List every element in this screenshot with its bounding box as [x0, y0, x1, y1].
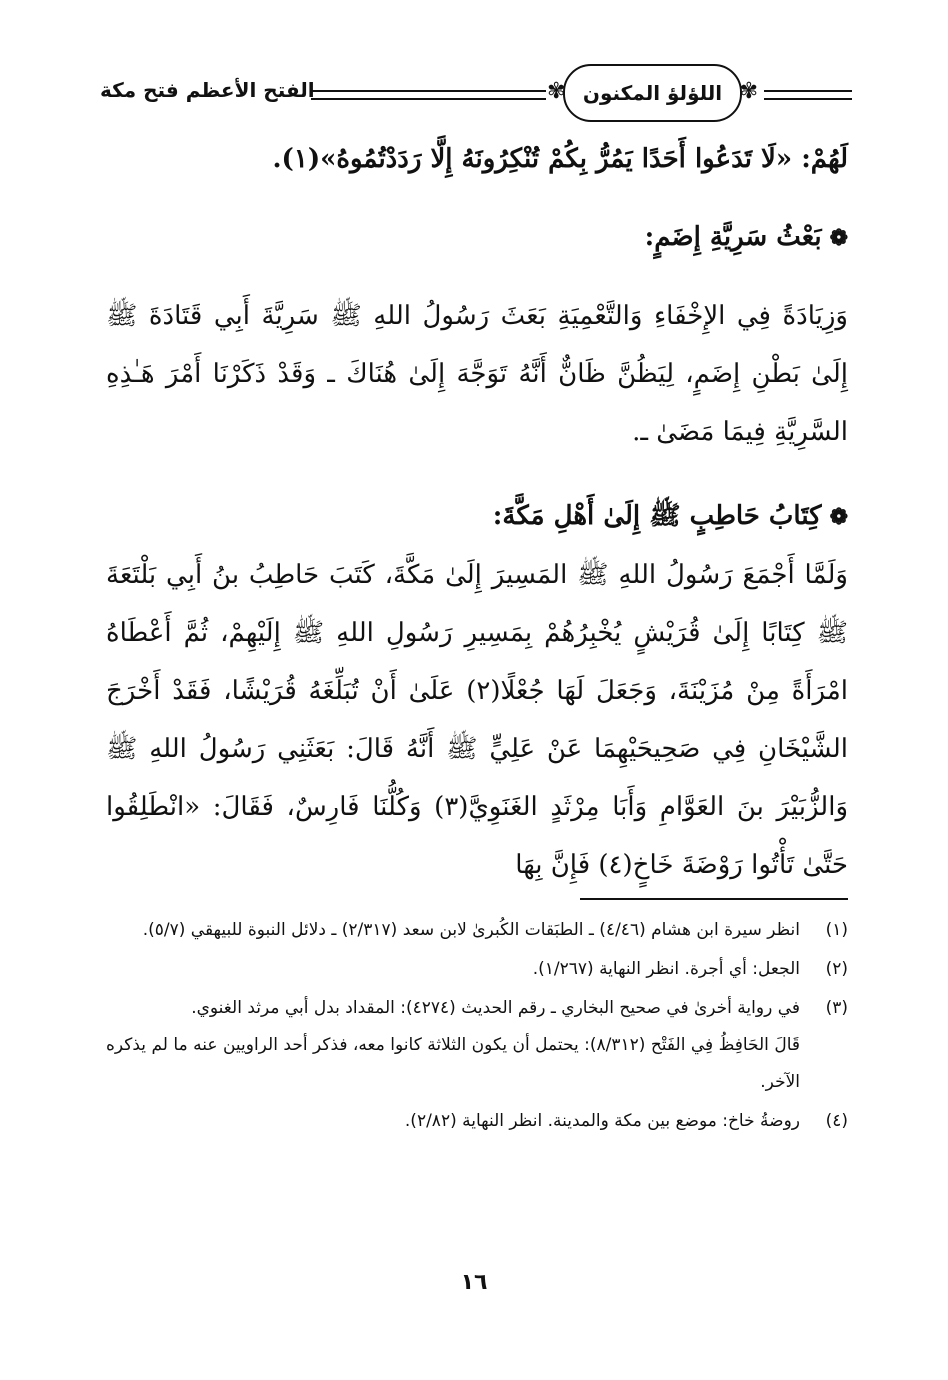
paragraph-idam: وَزِيَادَةً فِي الإِخْفَاءِ وَالتَّعْمِيَةِ بَعَثَ رَسُولُ اللهِ ﷺ سَرِيَّةَ أَبِي قَتَادَةَ ﷺ إِلَىٰ بَطْنِ إِضَمٍ، لِيَظُنَّ ظَانٌّ أَنَّهُ تَوَجَّهَ إِلَىٰ هُنَاكَ ـ وَقَدْ ذَكَرْنَا أَمْرَ هَـٰذِهِ السَّرِيَّةِ فِيمَا مَضَىٰ ـ. — [106, 301, 848, 447]
book-title: ✾ اللؤلؤ المكنون — [582, 81, 723, 105]
main-text — [106, 130, 848, 894]
footnote-item — [106, 990, 848, 1101]
footnote-body — [106, 990, 800, 1101]
footnote-text: انظر سيرة ابن هشام (٤/٤٦) ـ الطبَقات الكُبرىٰ لابن سعد (٢/٣١٧) ـ دلائل النبوة للبيهقي (٥/٧). — [142, 920, 800, 940]
running-header — [100, 58, 852, 130]
flower-bullet-icon: ❁ — [829, 504, 848, 530]
continued-quote-line: لَهُمْ: «لَا تَدَعُوا أَحَدًا يَمُرُّ بِكُمْ تُنْكِرُونَهُ إِلَّا رَدَدْتُمُوهُ»(١). — [272, 144, 848, 174]
footnote-text: الجعل: أي أجرة. انظر النهاية (١/٢٦٧). — [532, 959, 800, 979]
book-title-cartouche — [563, 64, 742, 122]
footnote-item — [106, 1103, 848, 1140]
header-rule-middle — [311, 90, 546, 100]
flower-bullet-icon: ❁ — [829, 225, 848, 251]
page-number: ١٦ — [460, 1270, 488, 1295]
section-heading-idam — [106, 208, 848, 267]
footnote-text: روضةُ خاخ: موضع بين مكة والمدينة. انظر النهاية (٢/٨٢). — [404, 1111, 800, 1131]
footnote-number: (٢) — [825, 959, 848, 979]
section-heading-hatib — [106, 487, 848, 546]
footnotes — [106, 912, 848, 1142]
section-heading-text: بَعْثُ سَرِيَّةِ إِضَمٍ: — [644, 222, 822, 252]
chapter-title: الفتح الأعظم فتح مكة — [100, 78, 315, 102]
footnote-item — [106, 951, 848, 988]
footnote-number: (٣) — [825, 998, 848, 1018]
section-heading-text: كِتَابُ حَاطِبٍ ﷺ إِلَىٰ أَهْلِ مَكَّةَ: — [492, 501, 822, 531]
paragraph-hatib: وَلَمَّا أَجْمَعَ رَسُولُ اللهِ ﷺ المَسِيرَ إِلَىٰ مَكَّةَ، كَتَبَ حَاطِبُ بنُ أَبِي بَلْتَعَةَ ﷺ كِتَابًا إِلَىٰ قُرَيْشٍ يُخْبِرُهُمْ بِمَسِيرِ رَسُولِ اللهِ ﷺ إِلَيْهِمْ، ثُمَّ أَعْطَاهُ امْرَأَةً مِنْ مُزَيْنَةَ، وَجَعَلَ لَهَا جُعْلًا(٢) عَلَىٰ أَنْ تُبَلِّغَهُ قُرَيْشًا، فَقَدْ أَخْرَجَ الشَّيْخَانِ فِي صَحِيحَيْهِمَا عَنْ عَلِيٍّ ﷺ أَنَّهُ قَالَ: بَعَثَنِي رَسُولُ اللهِ ﷺ وَالزُّبَيْرَ بنَ العَوَّامِ وَأَبَا مِرْثَدٍ الغَنَوِيَّ(٣) وَكُلُّنَا فَارِسٌ، فَقَالَ: «انْطَلِقُوا حَتَّىٰ تَأْتُوا رَوْضَةَ خَاخٍ(٤) فَإِنَّ بِهَا — [106, 560, 849, 880]
footnote-separator — [580, 898, 848, 900]
footnote-number: (١) — [825, 920, 848, 940]
footnote-number: (٤) — [825, 1111, 848, 1131]
footnote-text-continued: قَالَ الحَافِظُ فِي الفَتْح (٨/٣١٢): يحتمل أن يكون الثلاثة كانوا معه، فذكر أحد الراويين عنه ما لم يذكره الآخر. — [106, 1035, 800, 1092]
header-rule-right — [764, 90, 852, 100]
footnote-item — [106, 912, 848, 949]
footnote-text: في رواية أخرىٰ في صحيح البخاري ـ رقم الحديث (٤٢٧٤): المقداد بدل أبي مرثد الغنوي. — [191, 998, 800, 1018]
